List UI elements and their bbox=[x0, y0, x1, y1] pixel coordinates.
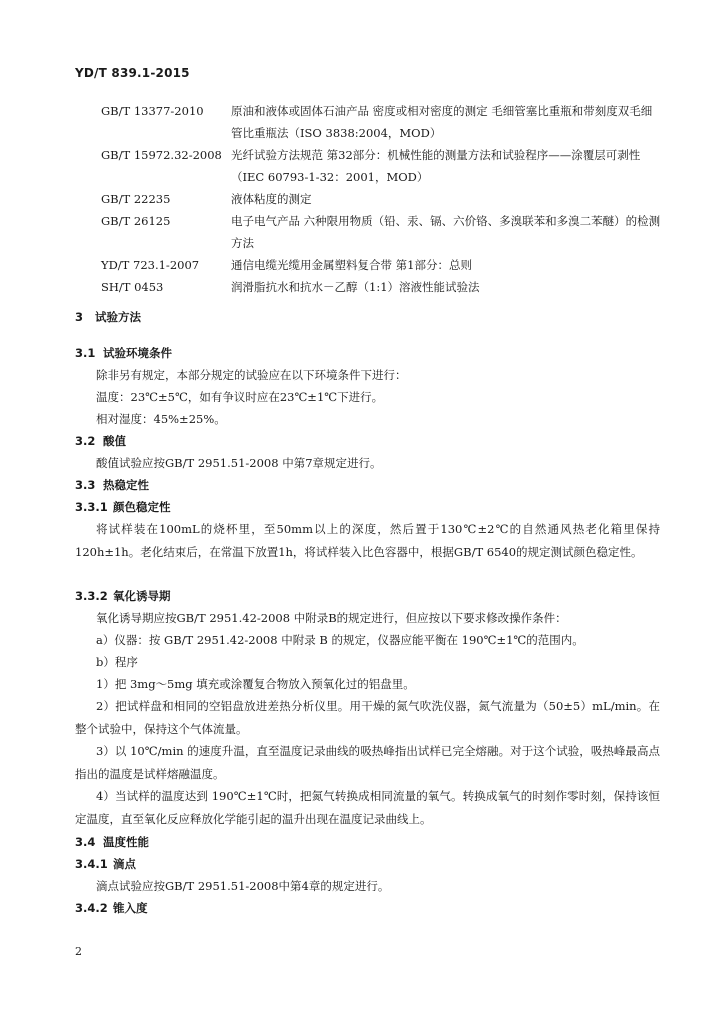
subsection-heading bbox=[75, 342, 172, 364]
reference-title: 光纤试验方法规范 第32部分：机械性能的测量方法和试验程序——涂覆层可剥性（IEC 60793-1-32：2001，MOD） bbox=[231, 148, 641, 184]
list-item: 4）当试样的温度达到 190℃±1℃时，把氮气转换成相同流量的氧气。转换成氧气的时刻作零时刻，保持该恒定温度，直至氧化反应释放化学能引起的温升出现在温度记录曲线上。 bbox=[75, 789, 660, 826]
reference-title: 通信电缆光缆用金属塑料复合带 第1部分：总则 bbox=[231, 258, 472, 272]
subsection-heading bbox=[75, 430, 126, 452]
subsection-heading bbox=[75, 853, 136, 875]
section-heading bbox=[75, 306, 141, 328]
section-title: 试验方法 bbox=[95, 310, 141, 324]
reference-code: SH/T 0453 bbox=[101, 280, 164, 294]
section-number: 3.4 bbox=[75, 835, 96, 849]
subsection-heading bbox=[75, 831, 149, 853]
subsection-heading bbox=[75, 585, 171, 607]
section-number: 3.2 bbox=[75, 434, 96, 448]
list-item: b）程序 bbox=[96, 655, 138, 669]
body-line: 相对湿度：45%±25%。 bbox=[96, 412, 226, 426]
reference-code: YD/T 723.1-2007 bbox=[101, 258, 200, 272]
reference-title: 电子电气产品 六种限用物质（铅、汞、镉、六价铬、多溴联苯和多溴二苯醚）的检测方法 bbox=[231, 214, 661, 250]
section-title: 酸值 bbox=[103, 434, 126, 448]
body-line: 氧化诱导期应按GB/T 2951.42-2008 中附录B的规定进行，但应按以下要求修改操作条件： bbox=[96, 611, 567, 625]
section-title: 锥入度 bbox=[113, 901, 148, 915]
section-number: 3.3 bbox=[75, 478, 96, 492]
section-number: 3 bbox=[75, 310, 84, 324]
section-title: 试验环境条件 bbox=[103, 346, 172, 360]
page-number: 2 bbox=[75, 945, 82, 958]
list-item: 2）把试样盘和相同的空铝盘放进差热分析仪里。用干燥的氮气吹洗仪器，氮气流量为（50±5）mL/min。在整个试验中，保持这个气体流量。 bbox=[75, 699, 660, 736]
body-line: 温度：23℃±5℃，如有争议时应在23℃±1℃下进行。 bbox=[96, 390, 384, 404]
body-paragraph: 将试样装在100mL的烧杯里，至50mm以上的深度，然后置于130℃±2℃的自然通风热老化箱里保持120h±1h。老化结束后，在常温下放置1h，将试样装入比色容器中，根据GB/T 6540的规定测试颜色稳定性。 bbox=[75, 522, 660, 559]
list-item: 1）把 3mg～5mg 填充或涂覆复合物放入预氧化过的铝盘里。 bbox=[96, 677, 415, 691]
section-number: 3.4.1 bbox=[75, 857, 108, 871]
section-title: 滴点 bbox=[113, 857, 136, 871]
list-item: 3）以 10℃/min 的速度升温，直至温度记录曲线的吸热峰指出试样已完全熔融。对于这个试验，吸热峰最高点指出的温度是试样熔融温度。 bbox=[75, 744, 660, 781]
reference-code: GB/T 15972.32-2008 bbox=[101, 148, 222, 162]
section-title: 氧化诱导期 bbox=[113, 589, 171, 603]
subsection-heading bbox=[75, 496, 171, 518]
subsection-heading bbox=[75, 474, 149, 496]
subsection-heading bbox=[75, 897, 148, 919]
reference-code: GB/T 26125 bbox=[101, 214, 171, 228]
section-number: 3.3.2 bbox=[75, 589, 108, 603]
reference-code: GB/T 22235 bbox=[101, 192, 171, 206]
body-line: 滴点试验应按GB/T 2951.51-2008中第4章的规定进行。 bbox=[96, 879, 390, 893]
body-line: 除非另有规定，本部分规定的试验应在以下环境条件下进行： bbox=[96, 368, 407, 382]
reference-title: 液体粘度的测定 bbox=[231, 192, 312, 206]
reference-title: 润滑脂抗水和抗水－乙醇（1:1）溶液性能试验法 bbox=[231, 280, 480, 294]
section-number: 3.4.2 bbox=[75, 901, 108, 915]
section-number: 3.3.1 bbox=[75, 500, 108, 514]
section-title: 温度性能 bbox=[103, 835, 149, 849]
document-code-header: YD/T 839.1-2015 bbox=[75, 66, 190, 80]
section-title: 颜色稳定性 bbox=[113, 500, 171, 514]
section-title: 热稳定性 bbox=[103, 478, 149, 492]
body-line: 酸值试验应按GB/T 2951.51-2008 中第7章规定进行。 bbox=[96, 456, 382, 470]
list-item: a）仪器：按 GB/T 2951.42-2008 中附录 B 的规定，仪器应能平衡在 190℃±1℃的范围内。 bbox=[96, 633, 584, 647]
reference-title: 原油和液体或固体石油产品 密度或相对密度的测定 毛细管塞比重瓶和带刻度双毛细管比重瓶法（ISO 3838:2004，MOD） bbox=[231, 104, 653, 140]
reference-code: GB/T 13377-2010 bbox=[101, 104, 204, 118]
section-number: 3.1 bbox=[75, 346, 96, 360]
